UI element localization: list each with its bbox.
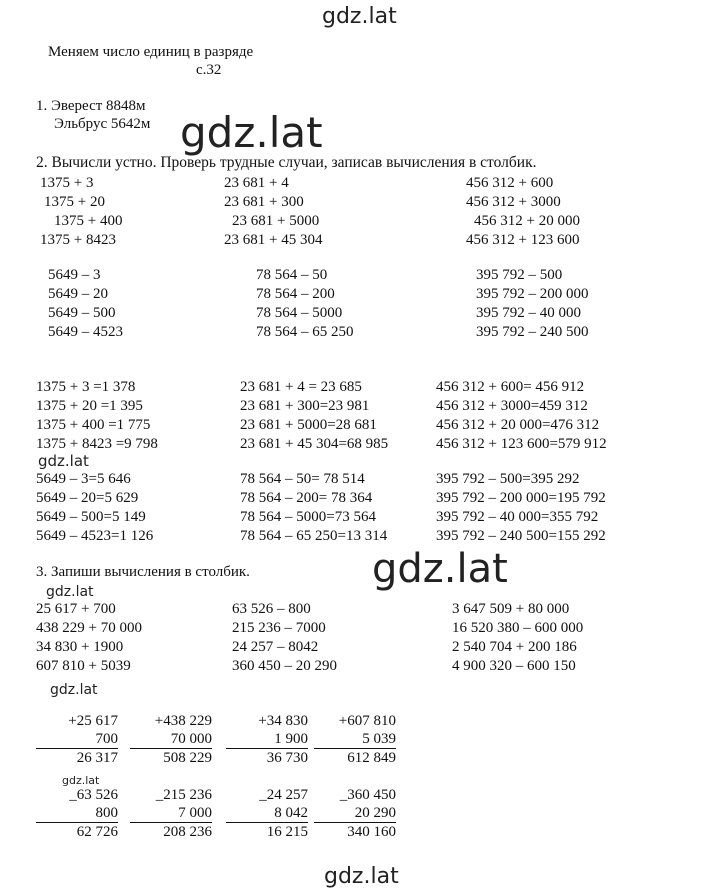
column-operand: _215 236 [155, 787, 212, 803]
expression: 23 681 + 45 304 [224, 232, 323, 248]
equation-answer: 1375 + 400 =1 775 [36, 417, 151, 433]
equation-answer: 5649 – 20=5 629 [36, 490, 139, 506]
equation-answer: 1375 + 3 =1 378 [36, 379, 136, 395]
column-operand: 800 [36, 804, 118, 823]
expression: 78 564 – 5000 [256, 305, 343, 321]
equation-answer: 395 792 – 240 500=155 292 [436, 528, 606, 544]
equation-answer: 23 681 + 4 = 23 685 [240, 379, 362, 395]
watermark-top: gdz.lat [322, 4, 397, 29]
task3-title: 3. Запиши вычисления в столбик. [36, 564, 250, 580]
column-result: 26 317 [76, 750, 118, 766]
expression: 215 236 – 7000 [232, 620, 326, 636]
column-operand: 8 042 [226, 804, 308, 823]
expression: 360 450 – 20 290 [232, 658, 337, 674]
expression: 16 520 380 – 600 000 [452, 620, 584, 636]
column-operand: 7 000 [130, 804, 212, 823]
expression: 25 617 + 700 [36, 601, 116, 617]
expression: 456 312 + 123 600 [466, 232, 580, 248]
column-operand: +34 830 [258, 713, 308, 729]
equation-answer: 456 312 + 600= 456 912 [436, 379, 585, 395]
column-operand: 20 290 [314, 804, 396, 823]
column-operand: +25 617 [68, 713, 118, 729]
expression: 4 900 320 – 600 150 [452, 658, 576, 674]
expression: 23 681 + 300 [224, 194, 304, 210]
expression: 395 792 – 240 500 [476, 324, 589, 340]
equation-answer: 23 681 + 5000=28 681 [240, 417, 377, 433]
equation-answer: 78 564 – 65 250=13 314 [240, 528, 388, 544]
equation-answer: 395 792 – 40 000=355 792 [436, 509, 599, 525]
column-operand: +607 810 [338, 713, 396, 729]
column-result: 612 849 [347, 750, 396, 766]
task1-line2: Эльбрус 5642м [54, 116, 151, 132]
equation-answer: 1375 + 8423 =9 798 [36, 436, 158, 452]
expression: 78 564 – 50 [256, 267, 328, 283]
subtraction-column [36, 786, 118, 841]
expression: 607 810 + 5039 [36, 658, 131, 674]
equation-answer: 456 312 + 20 000=476 312 [436, 417, 600, 433]
expression: 23 681 + 5000 [232, 213, 320, 229]
watermark-bottom: gdz.lat [324, 864, 399, 889]
expression: 3 647 509 + 80 000 [452, 601, 570, 617]
column-result: 16 215 [266, 824, 308, 840]
column-operand: 1 900 [226, 730, 308, 749]
equation-answer: 456 312 + 3000=459 312 [436, 398, 588, 414]
addition-column [314, 712, 396, 767]
watermark-small-1: gdz.lat [38, 452, 89, 470]
watermark-small-3: gdz.lat [50, 682, 98, 698]
watermark-small-4: gdz.lat [62, 774, 100, 787]
expression: 395 792 – 40 000 [476, 305, 581, 321]
subtraction-column [314, 786, 396, 841]
expression: 34 830 + 1900 [36, 639, 124, 655]
column-operand: 700 [36, 730, 118, 749]
column-result: 508 229 [163, 750, 212, 766]
equation-answer: 395 792 – 500=395 292 [436, 471, 580, 487]
expression: 23 681 + 4 [224, 175, 289, 191]
expression: 456 312 + 3000 [466, 194, 561, 210]
column-operand: _63 526 [69, 787, 118, 803]
subtraction-column [130, 786, 212, 841]
expression: 395 792 – 200 000 [476, 286, 589, 302]
expression: 78 564 – 200 [256, 286, 335, 302]
task2-title: 2. Вычисли устно. Проверь трудные случаи, записав вычисления в столбик. [36, 154, 537, 171]
addition-column [130, 712, 212, 767]
expression: 395 792 – 500 [476, 267, 563, 283]
equation-answer: 395 792 – 200 000=195 792 [436, 490, 606, 506]
addition-column [36, 712, 118, 767]
column-result: 36 730 [266, 750, 308, 766]
expression: 5649 – 500 [48, 305, 116, 321]
column-operand: 5 039 [314, 730, 396, 749]
expression: 1375 + 3 [40, 175, 94, 191]
equation-answer: 23 681 + 45 304=68 985 [240, 436, 389, 452]
watermark-large-1: gdz.lat [180, 108, 323, 157]
column-operand: _24 257 [259, 787, 308, 803]
column-operand: +438 229 [154, 713, 212, 729]
task1-line1: 1. Эверест 8848м [36, 98, 146, 114]
page-number: с.32 [196, 62, 222, 78]
expression: 438 229 + 70 000 [36, 620, 142, 636]
expression: 5649 – 4523 [48, 324, 123, 340]
expression: 1375 + 8423 [40, 232, 116, 248]
column-operand: 70 000 [130, 730, 212, 749]
watermark-large-2: gdz.lat [372, 546, 508, 592]
expression: 5649 – 3 [48, 267, 101, 283]
equation-answer: 456 312 + 123 600=579 912 [436, 436, 607, 452]
expression: 24 257 – 8042 [232, 639, 319, 655]
column-result: 340 160 [347, 824, 396, 840]
expression: 2 540 704 + 200 186 [452, 639, 577, 655]
expression: 456 312 + 20 000 [474, 213, 580, 229]
expression: 78 564 – 65 250 [256, 324, 354, 340]
addition-column [226, 712, 308, 767]
expression: 1375 + 20 [44, 194, 105, 210]
equation-answer: 5649 – 3=5 646 [36, 471, 131, 487]
column-result: 62 726 [76, 824, 118, 840]
equation-answer: 78 564 – 200= 78 364 [240, 490, 373, 506]
expression: 5649 – 20 [48, 286, 108, 302]
equation-answer: 1375 + 20 =1 395 [36, 398, 143, 414]
subtraction-column [226, 786, 308, 841]
expression: 456 312 + 600 [466, 175, 554, 191]
expression: 1375 + 400 [54, 213, 123, 229]
lesson-title: Меняем число единиц в разряде [48, 44, 254, 60]
equation-answer: 5649 – 500=5 149 [36, 509, 146, 525]
expression: 63 526 – 800 [232, 601, 311, 617]
equation-answer: 78 564 – 50= 78 514 [240, 471, 365, 487]
column-operand: _360 450 [339, 787, 396, 803]
column-result: 208 236 [163, 824, 212, 840]
equation-answer: 78 564 – 5000=73 564 [240, 509, 376, 525]
watermark-small-2: gdz.lat [46, 584, 94, 600]
equation-answer: 5649 – 4523=1 126 [36, 528, 154, 544]
equation-answer: 23 681 + 300=23 981 [240, 398, 370, 414]
